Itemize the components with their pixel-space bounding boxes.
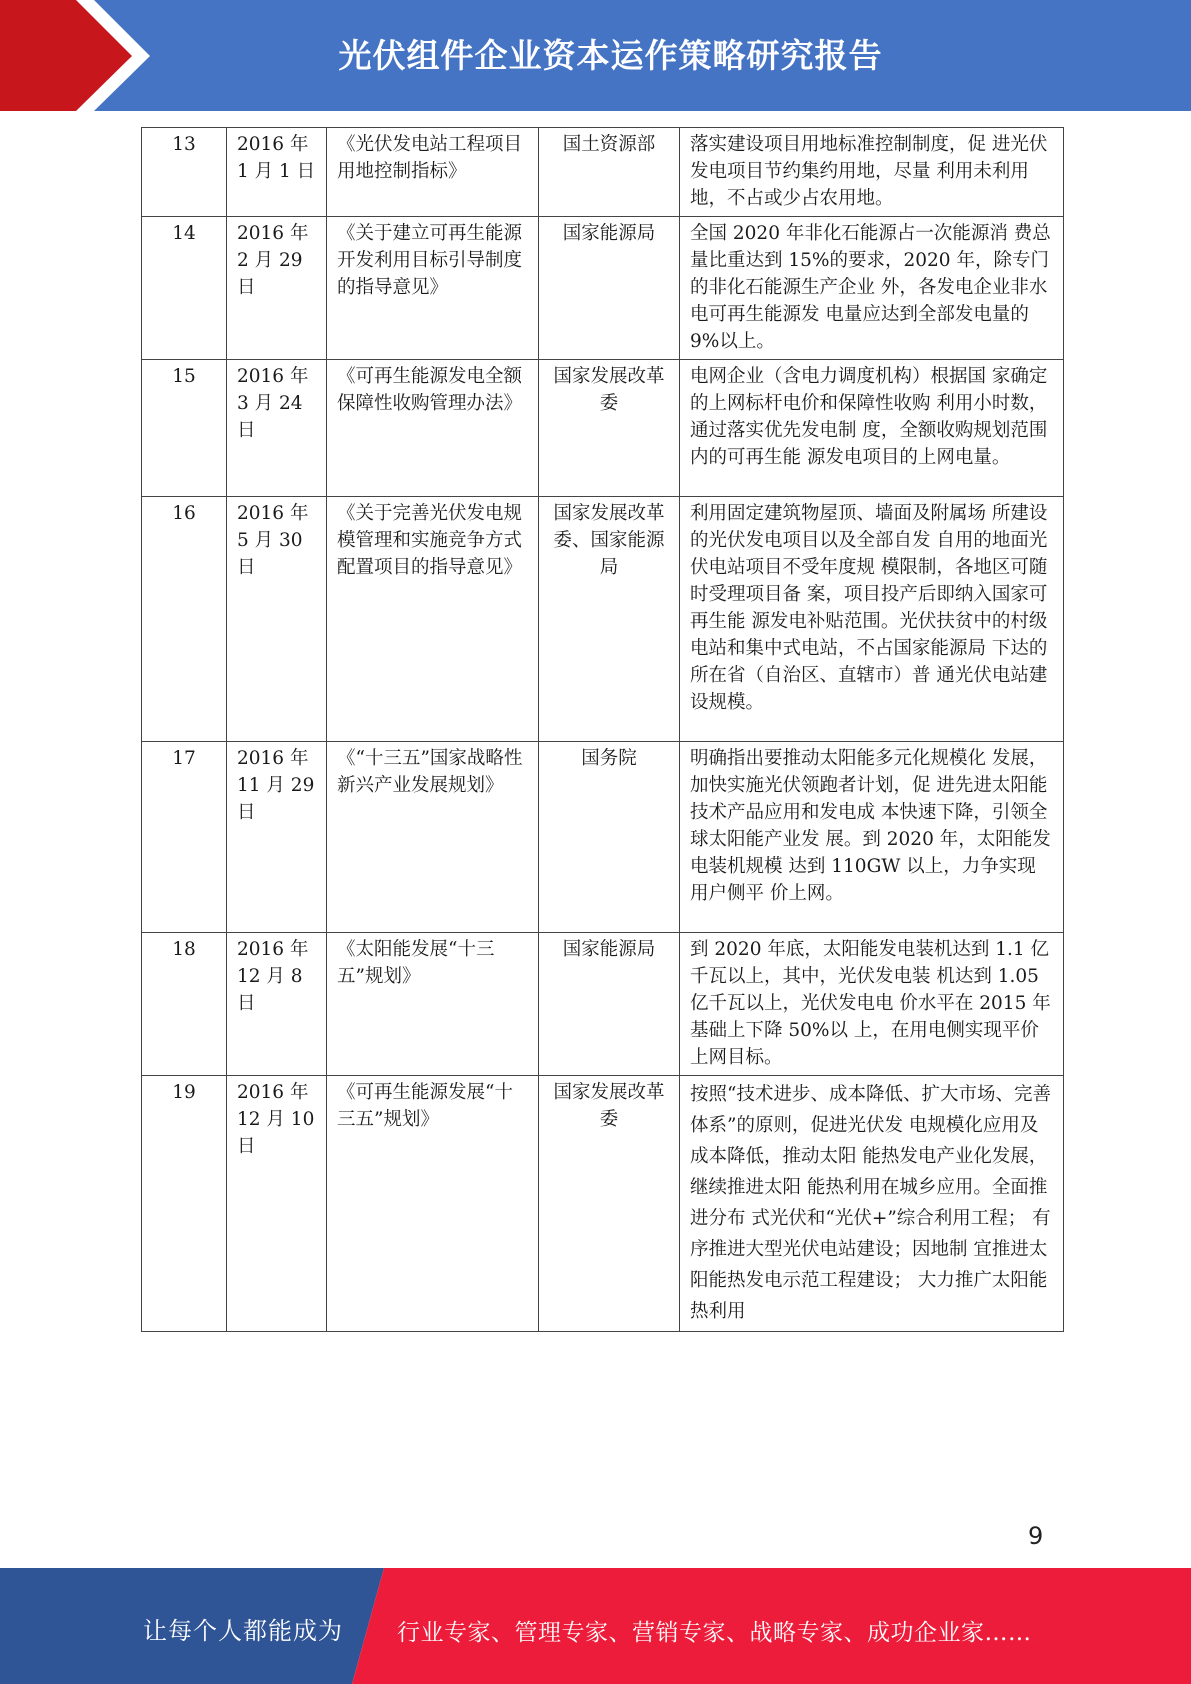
- page-footer: [0, 1568, 1191, 1684]
- row-document: 《“十三五”国家战略性新兴产业发展规划》: [327, 742, 539, 933]
- row-department: 国家发展改革委: [539, 1076, 680, 1332]
- page-header: [0, 0, 1191, 111]
- row-date: 2016 年 5 月 30 日: [227, 497, 327, 742]
- row-content: 到 2020 年底，太阳能发电装机达到 1.1 亿千瓦以上，其中，光伏发电装 机达到 1.05 亿千瓦以上，光伏发电电 价水平在 2015 年基础上下降 50%以 上，在用电侧实现平价上网目标。: [680, 933, 1064, 1076]
- row-content: 明确指出要推动太阳能多元化规模化 发展，加快实施光伏领跑者计划，促 进先进太阳能技术产品应用和发电成 本快速下降，引领全球太阳能产业发 展。到 2020 年，太阳能发电装机规模 达到 110GW 以上，力争实现用户侧平 价上网。: [680, 742, 1064, 933]
- policy-table: [141, 127, 1064, 1332]
- table-row: [142, 933, 1064, 1076]
- row-document: 《可再生能源发展“十三五”规划》: [327, 1076, 539, 1332]
- row-date: 2016 年 12 月 10 日: [227, 1076, 327, 1332]
- row-department: 国家能源局: [539, 933, 680, 1076]
- row-department: 国家发展改革委: [539, 360, 680, 497]
- row-department: 国家能源局: [539, 217, 680, 360]
- row-number: 16: [142, 497, 227, 742]
- row-content: 利用固定建筑物屋顶、墙面及附属场 所建设的光伏发电项目以及全部自发 自用的地面光伏电站项目不受年度规 模限制，各地区可随时受理项目备 案，项目投产后即纳入国家可再生能 源发电补贴范围。光伏扶贫中的村级 电站和集中式电站，不占国家能源局 下达的所在省（自治区、直辖市）普 通光伏电站建设规模。: [680, 497, 1064, 742]
- table-row: [142, 217, 1064, 360]
- row-content: 电网企业（含电力调度机构）根据国 家确定的上网标杆电价和保障性收购 利用小时数，通过落实优先发电制 度，全额收购规划范围内的可再生能 源发电项目的上网电量。: [680, 360, 1064, 497]
- row-date: 2016 年 1 月 1 日: [227, 128, 327, 217]
- table-row: [142, 497, 1064, 742]
- row-document: 《太阳能发展“十三五”规划》: [327, 933, 539, 1076]
- footer-slogan-left: 让每个人都能成为: [143, 1617, 343, 1645]
- table-row: [142, 1076, 1064, 1332]
- footer-slogan-right: 行业专家、管理专家、营销专家、战略专家、成功企业家……: [397, 1620, 1032, 1646]
- table-row: [142, 742, 1064, 933]
- table-row: [142, 360, 1064, 497]
- row-date: 2016 年 11 月 29 日: [227, 742, 327, 933]
- row-date: 2016 年 12 月 8 日: [227, 933, 327, 1076]
- row-number: 13: [142, 128, 227, 217]
- row-document: 《光伏发电站工程项目 用地控制指标》: [327, 128, 539, 217]
- row-number: 17: [142, 742, 227, 933]
- row-department: 国土资源部: [539, 128, 680, 217]
- row-number: 14: [142, 217, 227, 360]
- row-number: 19: [142, 1076, 227, 1332]
- row-date: 2016 年 3 月 24 日: [227, 360, 327, 497]
- row-department: 国家发展改革委、国家能源局: [539, 497, 680, 742]
- page-number: 9: [1028, 1522, 1044, 1550]
- row-number: 15: [142, 360, 227, 497]
- row-department: 国务院: [539, 742, 680, 933]
- table-row: [142, 128, 1064, 217]
- row-content: 落实建设项目用地标准控制制度，促 进光伏发电项目节约集约用地，尽量 利用未利用地，不占或少占农用地。: [680, 128, 1064, 217]
- row-content: 全国 2020 年非化石能源占一次能源消 费总量比重达到 15%的要求，2020 年，除专门的非化石能源生产企业 外，各发电企业非水电可再生能源发 电量应达到全部发电量的 9%以上。: [680, 217, 1064, 360]
- row-date: 2016 年 2 月 29 日: [227, 217, 327, 360]
- row-number: 18: [142, 933, 227, 1076]
- row-document: 《关于完善光伏发电规 模管理和实施竞争方式 配置项目的指导意见》: [327, 497, 539, 742]
- row-content: 按照“技术进步、成本降低、扩大市场、完善体系”的原则，促进光伏发 电规模化应用及成本降低，推动太阳 能热发电产业化发展，继续推进太阳 能热利用在城乡应用。全面推进分布 式光伏和“光伏+”综合利用工程； 有序推进大型光伏电站建设；因地制 宜推进太阳能热发电示范工程建设； 大力推广太阳能热利用: [680, 1076, 1064, 1332]
- row-document: 《可再生能源发电全额 保障性收购管理办法》: [327, 360, 539, 497]
- header-title: 光伏组件企业资本运作策略研究报告: [338, 36, 883, 75]
- row-document: 《关于建立可再生能源 开发利用目标引导制度 的指导意见》: [327, 217, 539, 360]
